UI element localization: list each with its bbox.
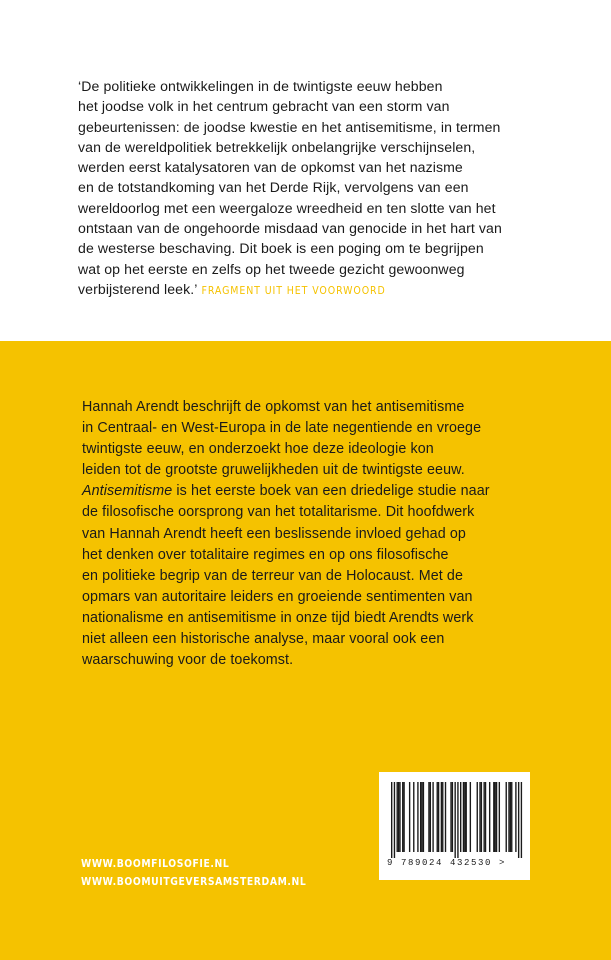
barcode-bar bbox=[479, 782, 480, 852]
barcode-bar bbox=[428, 782, 429, 852]
barcode-bar bbox=[521, 782, 522, 858]
description-line: leiden tot de grootste gruwelijkheden uit de twintigste eeuw. bbox=[82, 462, 465, 479]
quote-line: werden eerst katalysatoren van de opkomst van het nazisme bbox=[78, 159, 463, 176]
barcode-bar bbox=[441, 782, 442, 852]
barcode-bar bbox=[506, 782, 507, 852]
description-line: twintigste eeuw, en onderzoekt hoe deze ideologie kon bbox=[82, 441, 434, 458]
url-boomfilosofie[interactable]: WWW.BOOMFILOSOFIE.NL bbox=[81, 858, 230, 870]
barcode-bar bbox=[421, 782, 422, 852]
description-line: niet alleen een historische analyse, maar vooral ook een bbox=[82, 631, 445, 648]
quote-line: van de wereldpolitiek betrekkelijk onbelangrijke verschijnselen, bbox=[78, 138, 476, 155]
barcode-bar bbox=[445, 782, 446, 852]
quote-line: en de totstandkoming van het Derde Rijk, vervolgens van een bbox=[78, 179, 469, 196]
publisher-urls bbox=[81, 856, 306, 891]
book-description bbox=[82, 397, 552, 671]
barcode-bar bbox=[511, 782, 512, 852]
barcode-bar bbox=[518, 782, 519, 858]
barcode-bar bbox=[409, 782, 410, 852]
barcode-bar bbox=[499, 782, 500, 852]
quote-line: de westerse beschaving. Dit boek is een poging om te begrijpen bbox=[78, 240, 484, 257]
barcode-bar bbox=[391, 782, 392, 858]
barcode-bar bbox=[450, 782, 451, 852]
barcode-bar bbox=[402, 782, 403, 852]
description-line: opmars van autoritaire leiders en groeiende sentimenten van bbox=[82, 588, 473, 605]
quote-source: FRAGMENT UIT HET VOORWOORD bbox=[201, 284, 386, 297]
barcode-bar bbox=[432, 782, 433, 852]
isbn-barcode bbox=[379, 772, 530, 880]
barcode-bar bbox=[397, 782, 398, 852]
barcode-bar bbox=[442, 782, 443, 852]
quote-line: wat op het eerste en zelfs op het tweede gezicht gewoonweg bbox=[78, 260, 465, 277]
barcode-bar bbox=[496, 782, 497, 852]
quote-line: ontstaan van de ongehoorde misdaad van genocide in het hart van bbox=[78, 220, 502, 237]
barcode-bar bbox=[460, 782, 461, 852]
description-line: nationalisme en antisemitisme in onze tijd biedt Arendts werk bbox=[82, 609, 474, 626]
barcode-bar bbox=[495, 782, 496, 852]
barcode-bar bbox=[457, 782, 458, 858]
quote-line: gebeurtenissen: de joodse kwestie en het antisemitisme, in termen bbox=[78, 118, 501, 135]
description-line: het denken over totalitaire regimes en op ons filosofische bbox=[82, 546, 449, 563]
barcode-bar bbox=[485, 782, 486, 852]
quote-line-text: verbijsterend leek.’ bbox=[78, 280, 198, 297]
barcode-bar bbox=[423, 782, 424, 852]
barcode-bar bbox=[481, 782, 482, 852]
barcode-bar bbox=[466, 782, 467, 852]
quote-block bbox=[78, 76, 538, 301]
barcode-bar bbox=[438, 782, 439, 852]
barcode-bar bbox=[463, 782, 464, 852]
description-line: en politieke begrip van de terreur van de Holocaust. Met de bbox=[82, 567, 464, 584]
barcode-bar bbox=[417, 782, 418, 852]
barcode-digits: 9 789024 432530 > bbox=[387, 858, 507, 868]
barcode-bar bbox=[399, 782, 400, 852]
quote-line: het joodse volk in het centrum gebracht van een storm van bbox=[78, 98, 450, 115]
quote-line: ‘De politieke ontwikkelingen in de twintigste eeuw hebben bbox=[78, 78, 443, 94]
url-boomuitgevers[interactable]: WWW.BOOMUITGEVERSAMSTERDAM.NL bbox=[81, 875, 307, 888]
quote-line: wereldoorlog met een weergaloze wreedheid en ten slotte van het bbox=[78, 199, 496, 216]
barcode-bar bbox=[454, 782, 455, 858]
quote-section bbox=[0, 0, 611, 341]
barcode-bar bbox=[437, 782, 438, 852]
barcode-bar bbox=[489, 782, 490, 852]
quote-last-line bbox=[78, 279, 538, 301]
barcode-bar bbox=[470, 782, 471, 852]
description-line: waarschuwing voor de toekomst. bbox=[82, 652, 294, 669]
description-line: de filosofische oorsprong van het totalitarisme. Dit hoofdwerk bbox=[82, 504, 475, 521]
barcode-bar bbox=[464, 782, 465, 852]
barcode-bar bbox=[515, 782, 516, 852]
barcode-bar bbox=[508, 782, 509, 852]
description-line: van Hannah Arendt heeft een beslissende invloed gehad op bbox=[82, 525, 466, 542]
description-line-rest: is het eerste boek van een driedelige studie naar bbox=[172, 483, 490, 500]
description-line: in Centraal- en West-Europa in de late negentiende en vroege bbox=[82, 420, 482, 437]
barcode-bar bbox=[483, 782, 484, 852]
barcode-bar bbox=[403, 782, 404, 852]
barcode-bar bbox=[394, 782, 395, 858]
barcode-bar bbox=[493, 782, 494, 852]
description-title-line bbox=[82, 481, 552, 502]
barcode-bars bbox=[379, 772, 530, 860]
barcode-bar bbox=[510, 782, 511, 852]
description-line: Hannah Arendt beschrijft de opkomst van het antisemitisme bbox=[82, 399, 465, 415]
book-title-italic: Antisemitisme bbox=[82, 483, 173, 500]
barcode-bar bbox=[477, 782, 478, 852]
barcode-bar bbox=[413, 782, 414, 852]
barcode-bar bbox=[452, 782, 453, 852]
barcode-bar bbox=[398, 782, 399, 852]
barcode-bar bbox=[430, 782, 431, 852]
barcode-bar bbox=[420, 782, 421, 852]
